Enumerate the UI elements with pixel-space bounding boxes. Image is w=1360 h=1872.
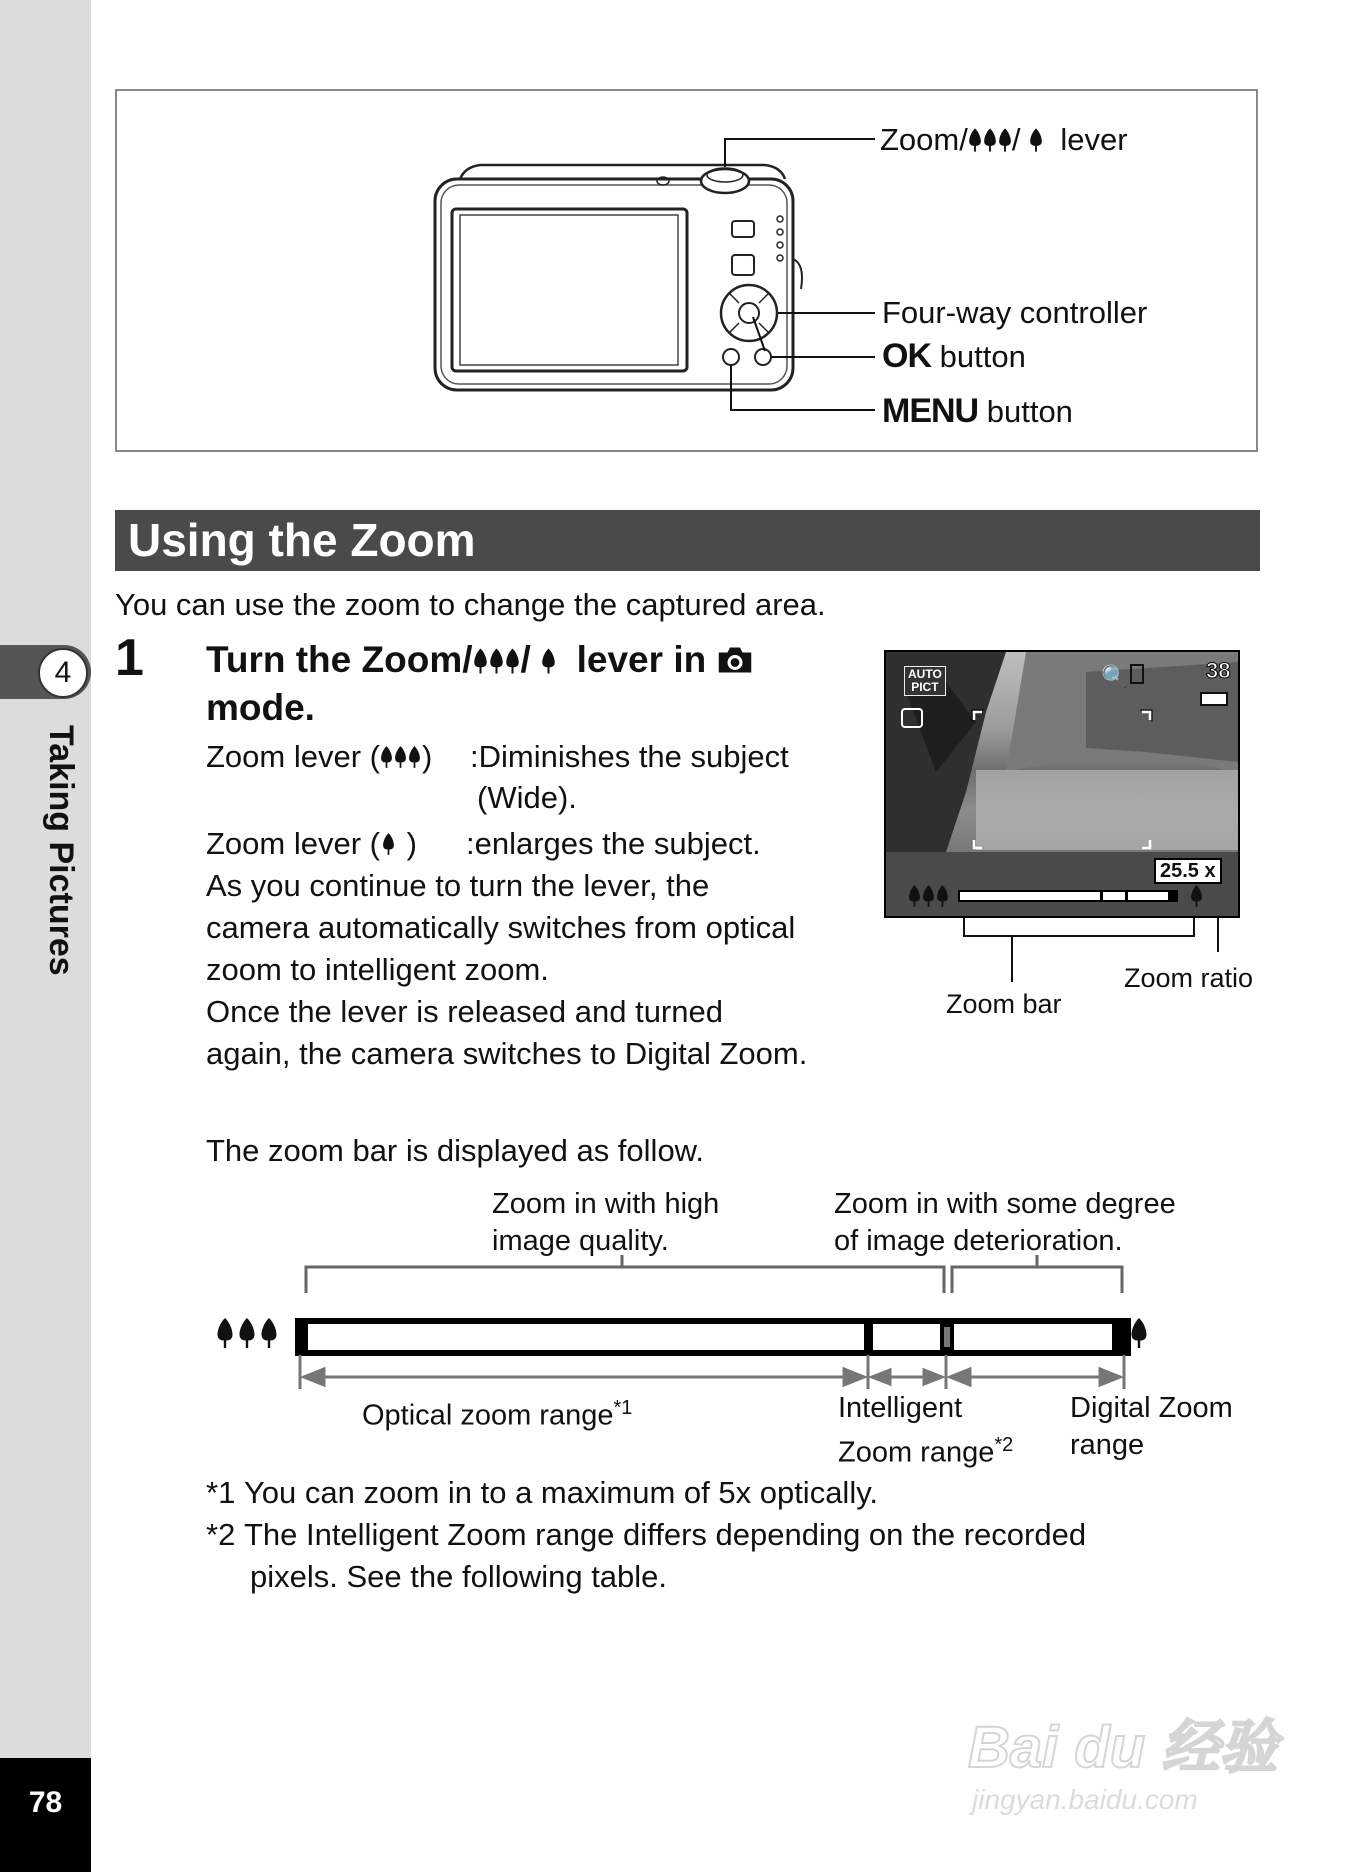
watermark-url: jingyan.baidu.com [972,1784,1198,1815]
tele-tree-icon [1029,128,1043,152]
magnifier-icon: 🔍 [1101,664,1129,689]
camera-mode-icon [716,645,754,675]
intelligent-range-label: Intelligent Zoom range$^{*2}$ [838,1392,1014,1469]
wide-lever-label: Zoom lever ( ) [206,739,433,774]
tele-lever-label: Zoom lever ( ) [206,826,417,861]
tele-tree-icon [1190,885,1204,907]
wide-trees-icon [968,128,1012,152]
zoom-range-diagram [200,1255,1200,1405]
wide-trees-icon [473,648,521,674]
section-title: Using the Zoom [128,514,476,566]
lcd-screen [884,650,1240,918]
chapter-title: Taking Pictures [42,725,80,976]
tele-lever-desc: :enlarges the subject. [466,826,761,861]
wide-lever-desc-2: (Wide). [477,780,577,815]
callout-menu-button: MENU button [882,392,1073,430]
watermark-brand: Bai du 经验 [968,1715,1278,1780]
zoom-bar-caption: Zoom bar [946,989,1062,1019]
callout-four-way-controller: Four-way controller [882,295,1148,330]
step-paragraph: As you continue to turn the lever, the camera automatically switches from optical zoom to intelligent zoom. Once the lever is released and turned again, the camera switches to Digital Zoom. [206,868,808,1071]
step-number: 1 [115,629,144,687]
page-number-box [0,1758,91,1872]
footnote-2: *2 The Intelligent Zoom range differs depending on the recorded [206,1517,1087,1552]
wide-trees-icon [908,885,952,907]
section-intro: You can use the zoom to change the captured area. [115,587,826,622]
footnote-2-cont: pixels. See the following table. [250,1559,668,1594]
tele-tree-icon [380,833,398,855]
zoom-ratio-caption: Zoom ratio [1124,963,1254,993]
wide-trees-icon [380,746,422,768]
chapter-number: 4 [38,648,88,698]
zoombar-intro: The zoom bar is displayed as follow. [206,1133,704,1168]
high-quality-label: Zoom in with high image quality. [492,1188,720,1257]
page-number: 78 [28,1786,63,1819]
wide-lever-desc: :Diminishes the subject [470,739,789,774]
shots-remaining: 38 [1206,658,1231,683]
footnote-1: *1 You can zoom in to a maximum of 5x optically. [206,1475,879,1510]
step-heading: Turn the Zoom/ / lever in mode. [206,636,754,732]
optical-range-label: Optical zoom range$^{*1}$ [362,1397,633,1432]
tele-tree-icon [541,648,556,674]
deterioration-label: Zoom in with some degree of image deterioration. [834,1188,1176,1257]
lcd-zoom-bar [958,890,1178,902]
baidu-watermark [968,1700,1288,1820]
callout-ok-button: OK button [882,337,1026,375]
digital-range-label: Digital Zoom range [1070,1392,1233,1461]
zoom-ratio-display: 25.5 x [1154,858,1222,884]
auto-pict-mode-icon: AUTO PICT [904,666,946,696]
callout-zoom-lever: Zoom/ / lever [880,122,1128,157]
